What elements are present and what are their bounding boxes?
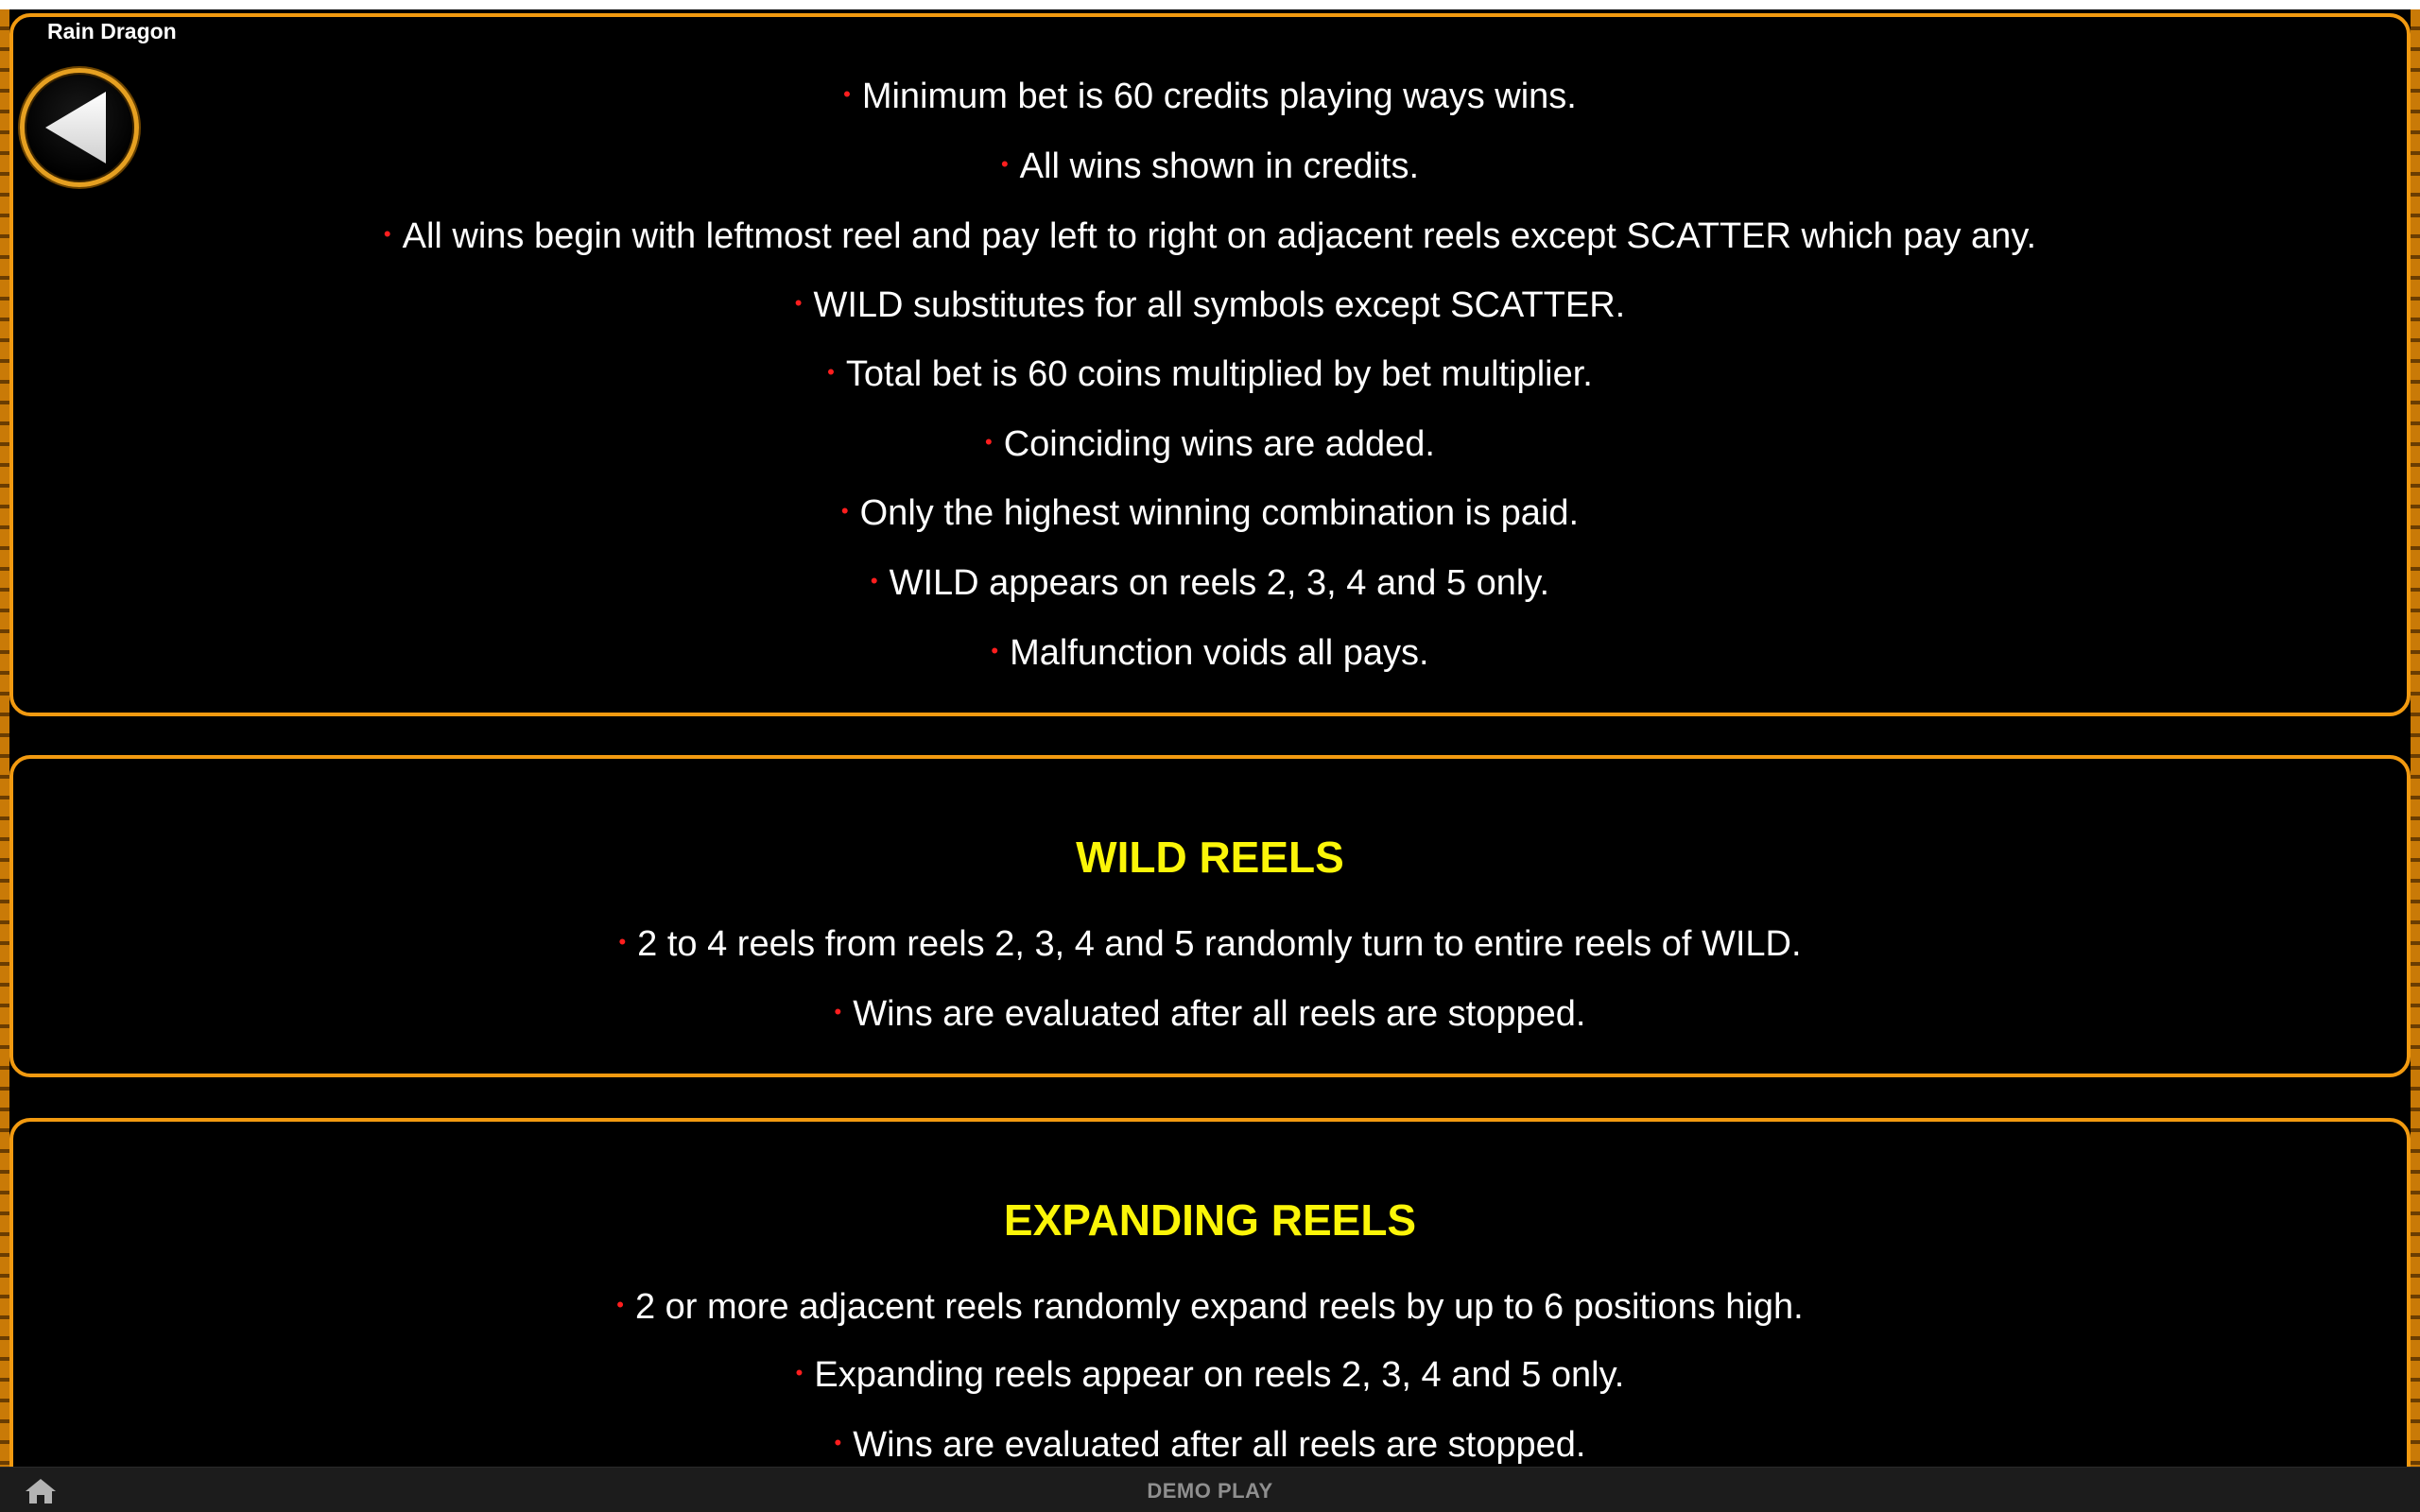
- right-border-ornament: [2411, 9, 2420, 1467]
- rule-text: Malfunction voids all pays.: [1010, 633, 1429, 673]
- rule-text: 2 to 4 reels from reels 2, 3, 4 and 5 randomly turn to entire reels of WILD.: [637, 924, 1802, 964]
- rule-text: 2 or more adjacent reels randomly expand reels by up to 6 positions high.: [634, 1287, 1804, 1327]
- bullet-icon: •: [840, 498, 849, 523]
- rule-item: [13, 1424, 2407, 1468]
- rule-item: [13, 632, 2407, 676]
- demo-play-label: DEMO PLAY: [1147, 1479, 1273, 1503]
- rule-text: Only the highest winning combination is paid.: [859, 493, 1580, 533]
- bullet-icon: •: [827, 359, 835, 384]
- rule-item: [13, 492, 2407, 536]
- rule-text: Expanding reels appear on reels 2, 3, 4 and 5 only.: [814, 1355, 1625, 1395]
- wild-reels-title: WILD REELS: [1076, 833, 1344, 882]
- rule-text: WILD substitutes for all symbols except SCATTER.: [813, 285, 1626, 325]
- rule-item: [13, 146, 2407, 189]
- general-rules-panel: [9, 13, 2411, 716]
- rule-item: [13, 1354, 2407, 1398]
- bullet-icon: •: [870, 568, 878, 593]
- left-border-ornament: [0, 9, 9, 1467]
- bullet-icon: •: [985, 429, 993, 454]
- rule-item: [13, 76, 2407, 119]
- bullet-icon: •: [991, 638, 999, 662]
- rule-item: [13, 1286, 2407, 1330]
- bullet-icon: •: [843, 81, 851, 106]
- back-button[interactable]: [20, 68, 139, 187]
- bullet-icon: •: [1000, 151, 1009, 176]
- game-title: Rain Dragon: [47, 19, 177, 43]
- rule-item: [13, 284, 2407, 328]
- bullet-icon: •: [834, 1430, 842, 1454]
- rule-text: WILD appears on reels 2, 3, 4 and 5 only.: [889, 563, 1550, 603]
- top-strip: [0, 0, 2420, 9]
- bullet-icon: •: [834, 999, 842, 1023]
- rule-item: [13, 562, 2407, 606]
- expanding-reels-title: EXPANDING REELS: [1003, 1195, 1417, 1245]
- back-arrow-icon: [25, 73, 134, 182]
- rule-item: [13, 353, 2407, 397]
- wild-reels-panel: [9, 755, 2411, 1077]
- rule-item: [13, 423, 2407, 467]
- rule-text: All wins shown in credits.: [1019, 146, 1420, 186]
- rule-text: Wins are evaluated after all reels are stopped.: [853, 1425, 1586, 1465]
- expanding-reels-panel: [9, 1118, 2411, 1496]
- rule-item: [13, 215, 2407, 259]
- bullet-icon: •: [794, 290, 803, 315]
- rule-item: [13, 923, 2407, 967]
- rule-text: Minimum bet is 60 credits playing ways wins.: [861, 77, 1577, 116]
- bullet-icon: •: [616, 1292, 624, 1316]
- rule-text: Wins are evaluated after all reels are stopped.: [853, 994, 1586, 1034]
- bottom-bar: [0, 1467, 2420, 1512]
- bullet-icon: •: [795, 1360, 804, 1384]
- rule-text: All wins begin with leftmost reel and pay left to right on adjacent reels except SCATTER which pay any.: [402, 216, 2037, 256]
- bullet-icon: •: [383, 221, 391, 246]
- rule-text: Coinciding wins are added.: [1003, 424, 1435, 464]
- rule-item: [13, 993, 2407, 1037]
- rule-text: Total bet is 60 coins multiplied by bet multiplier.: [845, 354, 1593, 394]
- bullet-icon: •: [618, 929, 627, 954]
